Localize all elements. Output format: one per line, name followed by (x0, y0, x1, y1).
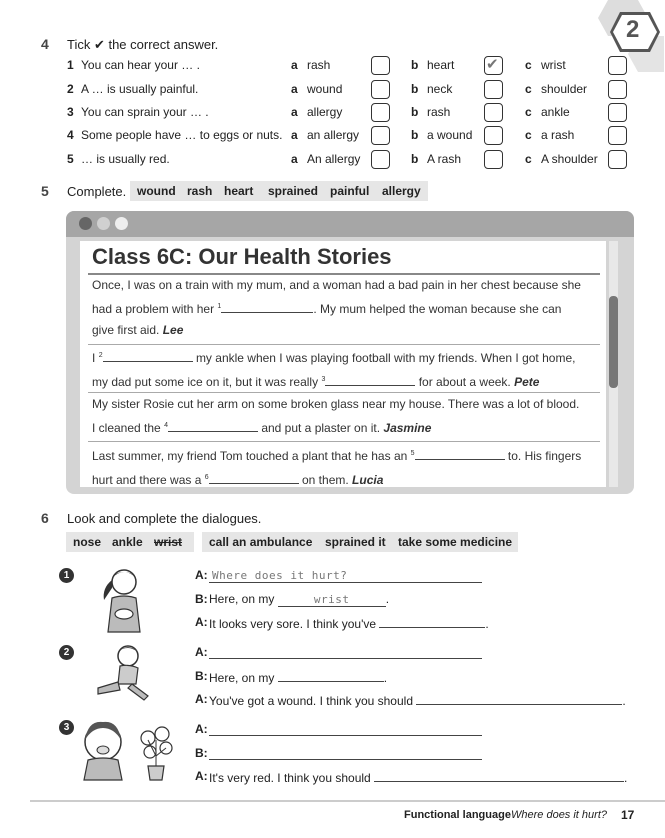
story-2: I $^2$ my ankle when I was playing football with my friends. When I got home, my dad put some ice on it, but it was really $^3$ for about a week. Pete (92, 351, 576, 389)
option-c-text: A shoulder (541, 152, 598, 166)
window-dot-icon (79, 217, 92, 230)
word-chip: painful (330, 184, 370, 198)
question-row (67, 82, 637, 102)
author: Lee (162, 323, 184, 337)
author: Jasmine (383, 421, 432, 435)
option-b-text: A rash (427, 152, 462, 166)
d3-speaker-a2: A: (195, 769, 208, 783)
dialogue-1-number: 1 (59, 568, 74, 583)
d1-line-b: Here, on my wrist . (209, 592, 390, 606)
option-letter: a (291, 105, 298, 119)
word-chip: sprained (268, 184, 319, 198)
unit-number: 2 (626, 16, 640, 43)
question-number: 2 (67, 82, 74, 96)
option-letter: b (411, 128, 419, 142)
story-4: Last summer, my friend Tom touched a plant that he has an $^5$ to. His fingers hurt and there was a $^6$ on them. Lucia (92, 449, 582, 487)
option-b-text: rash (427, 105, 451, 119)
checkbox-b[interactable] (484, 150, 503, 169)
footer-rule (30, 800, 665, 802)
d1-b-answer-line[interactable]: wrist (278, 592, 386, 607)
checkbox-c[interactable] (608, 126, 627, 145)
exercise-4-number: 4 (41, 36, 49, 52)
ex6-word-box-2 (202, 532, 518, 552)
question-text: You can hear your … . (81, 58, 200, 72)
d3-a2-answer-line[interactable] (374, 769, 624, 782)
option-a-text: An allergy (307, 152, 361, 166)
d1-speaker-a2: A: (195, 615, 208, 629)
option-b-text: neck (427, 82, 453, 96)
word-chip: take some medicine (398, 535, 513, 549)
gap-2-line[interactable] (103, 349, 193, 362)
exercise-6-instruction: Look and complete the dialogues. (67, 511, 262, 526)
d2-a2-answer-line[interactable] (416, 692, 622, 705)
window-titlebar (66, 211, 634, 237)
checkbox-a[interactable] (371, 56, 390, 75)
option-c-text: shoulder (541, 82, 588, 96)
question-number: 1 (67, 58, 74, 72)
story-divider (88, 392, 600, 393)
question-row (67, 152, 637, 172)
checkbox-c[interactable] (608, 103, 627, 122)
exercise-5-number: 5 (41, 183, 49, 199)
option-c-text: wrist (541, 58, 566, 72)
option-letter: c (525, 58, 532, 72)
checkbox-a[interactable] (371, 126, 390, 145)
d3-line-a2: It's very red. I think you should . (209, 771, 628, 785)
option-letter: a (291, 128, 298, 142)
story-1: Once, I was on a train with my mum, and a woman had a bad pain in her chest because she had a problem with her $^1$ . My mum helped the woman because she can give first aid. Lee (92, 278, 581, 337)
question-row (67, 128, 637, 148)
ex6-word-box-1 (66, 532, 194, 552)
page-number: 17 (621, 808, 635, 822)
word-chip: sprained it (325, 535, 386, 549)
option-letter: b (411, 82, 419, 96)
d1-example-answer: Where does it hurt? (212, 569, 348, 582)
d3-line-b[interactable] (209, 746, 482, 760)
option-c-text: a rash (541, 128, 575, 142)
d1-line-1-wrap[interactable] (209, 568, 482, 583)
gap-6-line[interactable] (209, 471, 299, 484)
option-letter: b (411, 58, 419, 72)
option-b-text: heart (427, 58, 455, 72)
d2-speaker-a2: A: (195, 692, 208, 706)
option-a-text: rash (307, 58, 331, 72)
option-a-text: wound (307, 82, 343, 96)
gap-4-line[interactable] (168, 419, 258, 432)
story-divider (88, 441, 600, 442)
checkbox-c[interactable] (608, 56, 627, 75)
word-chip: wound (137, 184, 176, 198)
option-a-text: an allergy (307, 128, 360, 142)
checkbox-a[interactable] (371, 150, 390, 169)
footer-subtitle: Where does it hurt? (511, 809, 607, 821)
question-number: 5 (67, 152, 74, 166)
dialogue-2-number: 2 (59, 645, 74, 660)
window-dot-icon (97, 217, 110, 230)
sneezing-girl-illustration (78, 718, 128, 785)
gap-3-line[interactable] (325, 373, 415, 386)
word-chip-crossed: wrist (154, 535, 183, 549)
option-a-text: allergy (307, 105, 343, 119)
d2-line-b: Here, on my . (209, 671, 388, 685)
story-3: My sister Rosie cut her arm on some broken glass near my house. There was a lot of blood. I cleaned the $^4$ and put a plaster on it. Jasmine (92, 397, 580, 435)
checkbox-b[interactable] (484, 103, 503, 122)
question-number: 4 (67, 128, 74, 142)
tick-icon: ✔ (486, 56, 499, 73)
window-dot-icon (115, 217, 128, 230)
question-row (67, 105, 637, 125)
option-letter: a (291, 152, 298, 166)
question-row (67, 58, 637, 78)
dialogue-3-number: 3 (59, 720, 74, 735)
exercise-5-instruction: Complete. (67, 184, 127, 199)
d2-b-answer-line[interactable] (278, 669, 384, 682)
d1-speaker-b: B: (195, 592, 208, 606)
word-chip: ankle (112, 535, 143, 549)
option-letter: b (411, 152, 419, 166)
checkbox-c[interactable] (608, 150, 627, 169)
word-chip: call an ambulance (209, 535, 313, 549)
question-text: … is usually red. (81, 152, 170, 166)
d3-line-a1[interactable] (209, 722, 482, 736)
checkbox-b[interactable] (484, 80, 503, 99)
word-chip: heart (224, 184, 254, 198)
option-b-text: a wound (427, 128, 473, 142)
option-letter: a (291, 82, 298, 96)
d2-line-a1[interactable] (209, 645, 482, 659)
checkbox-b[interactable] (484, 126, 503, 145)
checkbox-b[interactable] (484, 56, 503, 75)
question-text: A … is usually painful. (81, 82, 199, 96)
blog-title: Class 6C: Our Health Stories (92, 244, 392, 269)
flowers-in-vase-illustration (136, 726, 176, 785)
option-letter: c (525, 128, 532, 142)
gap-5-line[interactable] (415, 447, 505, 460)
checkbox-a[interactable] (371, 80, 390, 99)
d1-a2-answer-line[interactable] (379, 615, 485, 628)
checkbox-c[interactable] (608, 80, 627, 99)
word-chip: rash (187, 184, 213, 198)
question-number: 3 (67, 105, 74, 119)
question-text: Some people have … to eggs or nuts. (81, 128, 283, 142)
option-c-text: ankle (541, 105, 570, 119)
author: Pete (514, 375, 540, 389)
option-letter: b (411, 105, 419, 119)
option-letter: c (525, 82, 532, 96)
d3-speaker-b: B: (195, 746, 208, 760)
option-letter: a (291, 58, 298, 72)
question-text: You can sprain your … . (81, 105, 209, 119)
d3-speaker-a: A: (195, 722, 208, 736)
word-chip: allergy (382, 184, 421, 198)
option-letter: c (525, 152, 532, 166)
d2-speaker-b: B: (195, 669, 208, 683)
gap-1-line[interactable] (221, 300, 313, 313)
ex5-word-box (130, 181, 428, 201)
option-letter: c (525, 105, 532, 119)
exercise-4-instruction: Tick ✔ the correct answer. (67, 37, 219, 52)
d2-speaker-a: A: (195, 645, 208, 659)
footer-section: Functional language (404, 809, 511, 821)
word-chip: nose (73, 535, 102, 549)
author: Lucia (352, 473, 384, 487)
d1-line-a2: It looks very sore. I think you've . (209, 617, 489, 631)
girl-holding-wrist-illustration (94, 566, 154, 639)
d1-speaker-a: A: (195, 568, 208, 582)
exercise-6-number: 6 (41, 510, 49, 526)
boy-with-wounded-leg-illustration (92, 642, 156, 705)
checkbox-a[interactable] (371, 103, 390, 122)
d2-line-a2: You've got a wound. I think you should . (209, 694, 626, 708)
scrollbar-thumb[interactable] (609, 296, 618, 388)
